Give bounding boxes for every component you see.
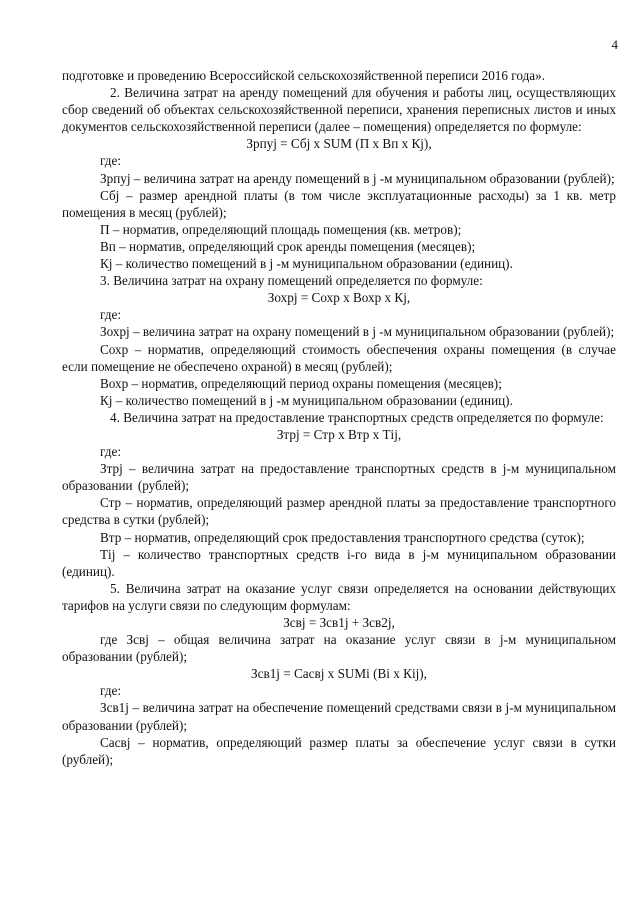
section-2-intro: 2. Величина затрат на аренду помещений для обучения и работы лиц, осуществляющих сбор сведений об объектах сельскохозяйственной переписи, хранения переписных листов и иных документов сельскохозяйственной переписи (далее – помещения) определяется по формуле: (62, 85, 616, 135)
definition: Стр – норматив, определяющий размер арендной платы за предоставление транспортного средства в сутки (рублей); (62, 495, 616, 528)
definition: Сбj – размер арендной платы (в том числе эксплуатационные расходы) за 1 кв. метр помещения в месяц (рублей); (62, 187, 616, 220)
definition: Вохр – норматив, определяющий период охраны помещения (месяцев); (100, 375, 502, 391)
definition: Вп – норматив, определяющий срок аренды помещения (месяцев); (100, 238, 476, 254)
paragraph: подготовке и проведению Всероссийской сельскохозяйственной переписи 2016 года». (62, 68, 546, 83)
where-label: где: (100, 683, 121, 699)
section-5-intro: 5. Величина затрат на оказание услуг связи определяется на основании действующих тарифов на услуги связи по следующим формулам: (62, 580, 616, 613)
definition: где Зсвj – общая величина затрат на оказание услуг связи в j-м муниципальном образовании (рублей); (62, 632, 616, 665)
definition: Зтрj – величина затрат на предоставление транспортных средств в j-м муниципальном образовании (рублей); (62, 461, 616, 494)
where-label: где: (100, 153, 121, 169)
definition: Кj – количество помещений в j -м муниципальном образовании (единиц). (100, 392, 513, 408)
formula: Зтрj = Стр х Втр х Тij, (276, 426, 402, 442)
definition: Тij – количество транспортных средств i-го вида в j-м муниципальном образовании (единиц). (62, 546, 616, 579)
definition: Втр – норматив, определяющий срок предоставления транспортного средства (суток); (100, 529, 585, 545)
section-3-intro: 3. Величина затрат на охрану помещений определяется по формуле: (100, 273, 483, 289)
formula: Зрпуj = Сбj х SUM (П х Вп х Кj), (246, 136, 432, 152)
definition: Сасвj – норматив, определяющий размер платы за обеспечение услуг связи в сутки (рублей); (62, 734, 616, 767)
definition: П – норматив, определяющий площадь помещения (кв. метров); (100, 221, 462, 237)
formula: Зсвj = Зсв1j + Зсв2j, (283, 615, 395, 630)
page-number: 4 (611, 37, 618, 52)
definition: Зсв1j – величина затрат на обеспечение помещений средствами связи в j-м муниципальном образовании (рублей); (62, 700, 616, 733)
section-4-intro: 4. Величина затрат на предоставление транспортных средств определяется по формуле: (110, 409, 604, 425)
where-label: где: (100, 307, 121, 323)
definition: Зрпуj – величина затрат на аренду помещений в j -м муниципальном образовании (рублей); (100, 170, 615, 186)
formula: Зохрj = Сохр х Вохр х Кj, (267, 290, 411, 306)
formula: Зсв1j = Сасвj х SUMi (Вi х Кij), (251, 666, 427, 682)
document-body (62, 67, 616, 768)
where-label: где: (100, 444, 121, 460)
definition: Сохр – норматив, определяющий стоимость обеспечения охраны помещения (в случае если помещение не обеспечено охраной) в месяц (рублей); (62, 341, 616, 374)
definition: Кj – количество помещений в j -м муниципальном образовании (единиц). (100, 256, 513, 272)
definition: Зохрj – величина затрат на охрану помещений в j -м муниципальном образовании (рублей); (100, 324, 615, 340)
